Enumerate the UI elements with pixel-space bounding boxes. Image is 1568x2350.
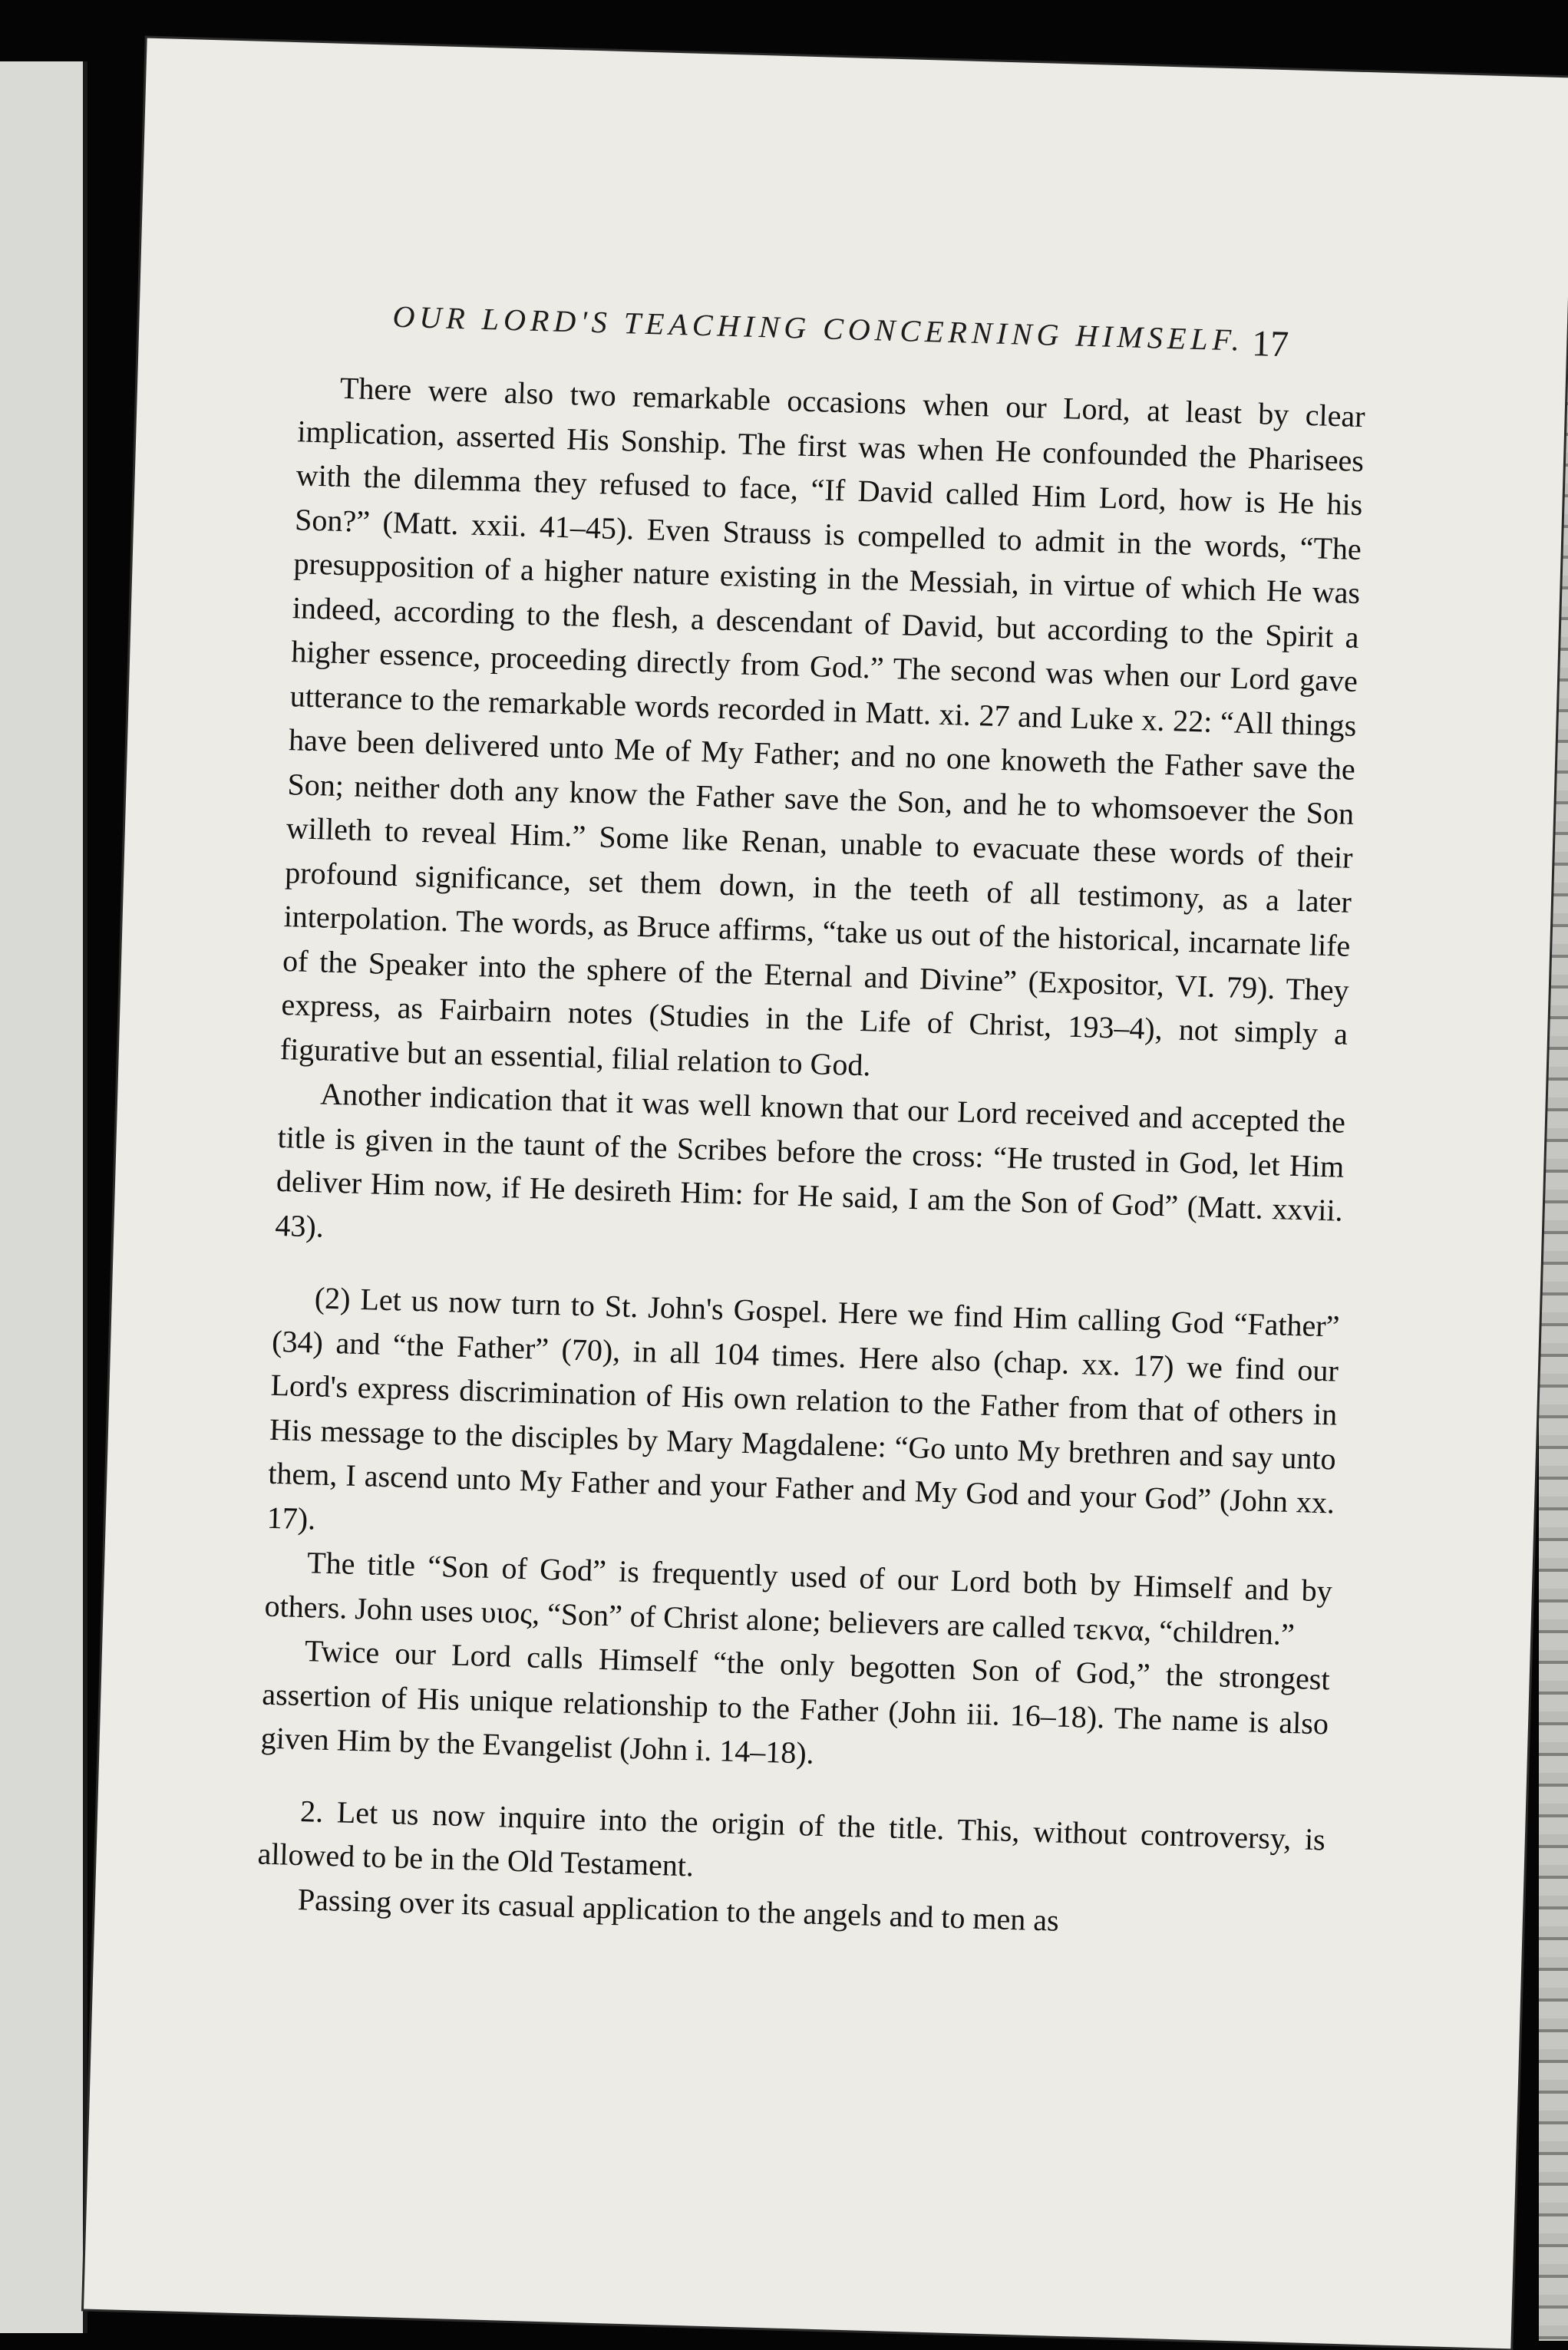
paragraph-7: Passing over its casual application to the angels and to men as	[297, 1881, 1060, 1938]
paragraph-5: Twice our Lord calls Himself “the only begotten Son of God,” the strongest assertion of His unique relationship to the Father (John iii. 16–18). The name is also given Him by the Evangelist (John i. 14–18).	[260, 1633, 1331, 1771]
running-title: OUR LORD'S TEACHING CONCERNING HIMSELF.	[392, 299, 1245, 358]
paragraph-6: 2. Let us now inquire into the origin of the title. This, without controversy, is allowed to be in the Old Testament.	[257, 1793, 1326, 1883]
left-page-edge	[0, 61, 87, 2333]
paragraph-2: Another indication that it was well known that our Lord received and accepted the title is given in the taunt of the Scribes before the cross: “He trusted in God, let Him deliver Him now, if He desireth Him: for He said, I am the Son of God” (Matt. xxvii. 43).	[274, 1076, 1346, 1244]
paragraph-3: (2) Let us now turn to St. John's Gospel. Here we find Him calling God “Father” (34) and “the Father” (70), in all 104 times. Here also (chap. xx. 17) we find our Lord's express discrimination of His own relation to the Father from that of others in His message to the disciples by Mary Magdalene: “Go unto My brethren and say unto them, I ascend unto My Father and your Father and My God and your God” (John xx. 17).	[266, 1280, 1341, 1536]
book-page	[84, 38, 1568, 2349]
body-text	[256, 365, 1365, 1949]
paragraph-1: There were also two remarkable occasions when our Lord, at least by clear implication, asserted His Sonship. The first was when He confounded the Pharisees with the dilemma they refused to face, “If David called Him Lord, how is He his Son?” (Matt. xxii. 41–45). Even Strauss is compelled to admit in the words, “The presupposition of a higher nature existing in the Messiah, in virtue of which He was indeed, according to the flesh, a descendant of David, but according to the Spirit a higher essence, proceeding directly from God.” The second was when our Lord gave utterance to the remarkable words recorded in Matt. xi. 27 and Luke x. 22: “All things have been delivered unto Me of My Father; and no one knoweth the Father save the Son; neither doth any know the Father save the Son, and he to whomsoever the Son willeth to reveal Him.” Some like Renan, unable to evacuate these words of their profound significance, set them down, in the teeth of all testimony, as a later interpolation. The words, as Bruce affirms, “take us out of the historical, incarnate life of the Speaker into the sphere of the Eternal and Divine” (Expositor, VI. 79). They express, as Fairbairn notes (Studies in the Life of Christ, 193–4), not simply a figurative but an essential, filial relation to God.	[279, 370, 1366, 1082]
page-number: 17	[1251, 322, 1289, 365]
paragraph-4: The title “Son of God” is frequently used of our Lord both by Himself and by others. John uses υιος, “Son” of Christ alone; believers are called τεκνα, “children.”	[264, 1545, 1333, 1652]
